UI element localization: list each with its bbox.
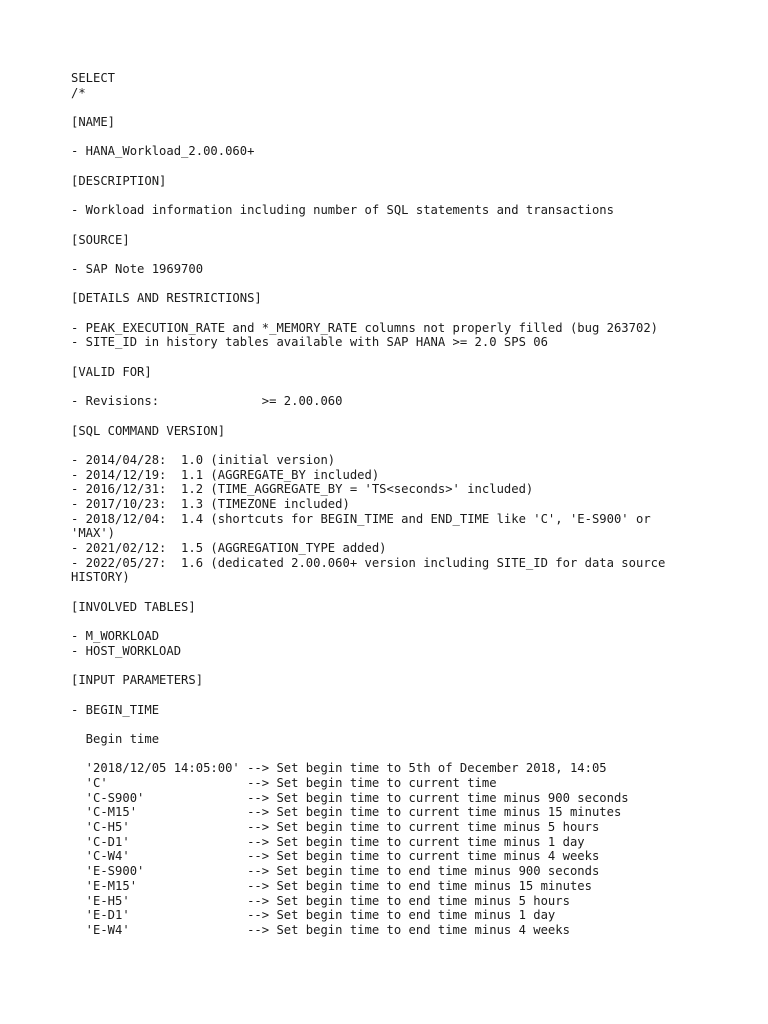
document-line: - Workload information including number of SQL statements and transactions	[71, 203, 614, 218]
document-line	[71, 585, 751, 600]
document-line: 'MAX')	[71, 526, 116, 541]
document-line	[71, 659, 751, 674]
document-line	[71, 218, 751, 233]
document-line: [SOURCE]	[71, 232, 130, 247]
document-line	[71, 379, 751, 394]
document-line: - BEGIN_TIME	[71, 702, 160, 717]
document-line: 'C-W4' --> Set begin time to current time minus 4 weeks	[71, 849, 600, 864]
document-line: 'E-H5' --> Set begin time to end time minus 5 hours	[71, 893, 570, 908]
document-line: 'C-S900' --> Set begin time to current time minus 900 seconds	[71, 790, 629, 805]
document-line: 'E-S900' --> Set begin time to end time minus 900 seconds	[71, 864, 600, 879]
document-line: 'E-M15' --> Set begin time to end time minus 15 minutes	[71, 878, 592, 893]
document-line: - 2014/04/28: 1.0 (initial version)	[71, 452, 336, 467]
document-line	[71, 350, 751, 365]
document-line	[71, 100, 751, 115]
document-line: '2018/12/05 14:05:00' --> Set begin time to 5th of December 2018, 14:05	[71, 761, 607, 776]
document-line: - SITE_ID in history tables available with SAP HANA >= 2.0 SPS 06	[71, 335, 548, 350]
document-line: 'E-W4' --> Set begin time to end time minus 4 weeks	[71, 922, 570, 937]
document-line	[71, 747, 751, 762]
document-line	[71, 247, 751, 262]
document-line: 'E-D1' --> Set begin time to end time minus 1 day	[71, 908, 556, 923]
document-line: /*	[71, 85, 86, 100]
document-line: 'C-M15' --> Set begin time to current time minus 15 minutes	[71, 805, 622, 820]
document-line: - 2022/05/27: 1.6 (dedicated 2.00.060+ version including SITE_ID for data source	[71, 555, 666, 570]
document-line: [INVOLVED TABLES]	[71, 599, 196, 614]
document-line: [VALID FOR]	[71, 364, 152, 379]
document-line	[71, 159, 751, 174]
document-line: SELECT	[71, 71, 116, 85]
document-line: HISTORY)	[71, 570, 130, 585]
document-line	[71, 409, 751, 424]
document-line: - M_WORKLOAD	[71, 629, 160, 644]
document-line: - 2021/02/12: 1.5 (AGGREGATION_TYPE added)	[71, 541, 387, 555]
document-line: 'C' --> Set begin time to current time	[71, 776, 497, 790]
document-line: [DETAILS AND RESTRICTIONS]	[71, 291, 262, 306]
document-line: - PEAK_EXECUTION_RATE and *_MEMORY_RATE columns not properly filled (bug 263702)	[71, 320, 658, 335]
document-line: - 2016/12/31: 1.2 (TIME_AGGREGATE_BY = 'TS<seconds>' included)	[71, 482, 534, 497]
document-line: - Revisions: >= 2.00.060	[71, 394, 343, 409]
document-line: - 2018/12/04: 1.4 (shortcuts for BEGIN_TIME and END_TIME like 'C', 'E-S900' or	[71, 511, 651, 526]
document-line: - 2017/10/23: 1.3 (TIMEZONE included)	[71, 496, 350, 511]
document-line: 'C-H5' --> Set begin time to current time minus 5 hours	[71, 820, 600, 835]
document-line	[71, 130, 751, 145]
document-line: [DESCRIPTION]	[71, 173, 167, 188]
document-line	[71, 189, 751, 204]
document-line: - SAP Note 1969700	[71, 261, 204, 276]
document-line: - 2014/12/19: 1.1 (AGGREGATE_BY included)	[71, 467, 380, 482]
document-line: 'C-D1' --> Set begin time to current time minus 1 day	[71, 834, 585, 849]
document-line: Begin time	[71, 731, 160, 746]
document-line: [NAME]	[71, 115, 116, 130]
document-line	[71, 277, 751, 292]
document-line: [SQL COMMAND VERSION]	[71, 423, 226, 438]
document-line	[71, 438, 751, 453]
document-line: - HANA_Workload_2.00.060+	[71, 144, 255, 159]
document-line	[71, 614, 751, 629]
sql-document-body	[71, 71, 751, 938]
document-line	[71, 717, 751, 732]
document-line: [INPUT PARAMETERS]	[71, 673, 204, 688]
document-line: - HOST_WORKLOAD	[71, 643, 182, 658]
document-line	[71, 688, 751, 703]
document-line	[71, 306, 751, 321]
